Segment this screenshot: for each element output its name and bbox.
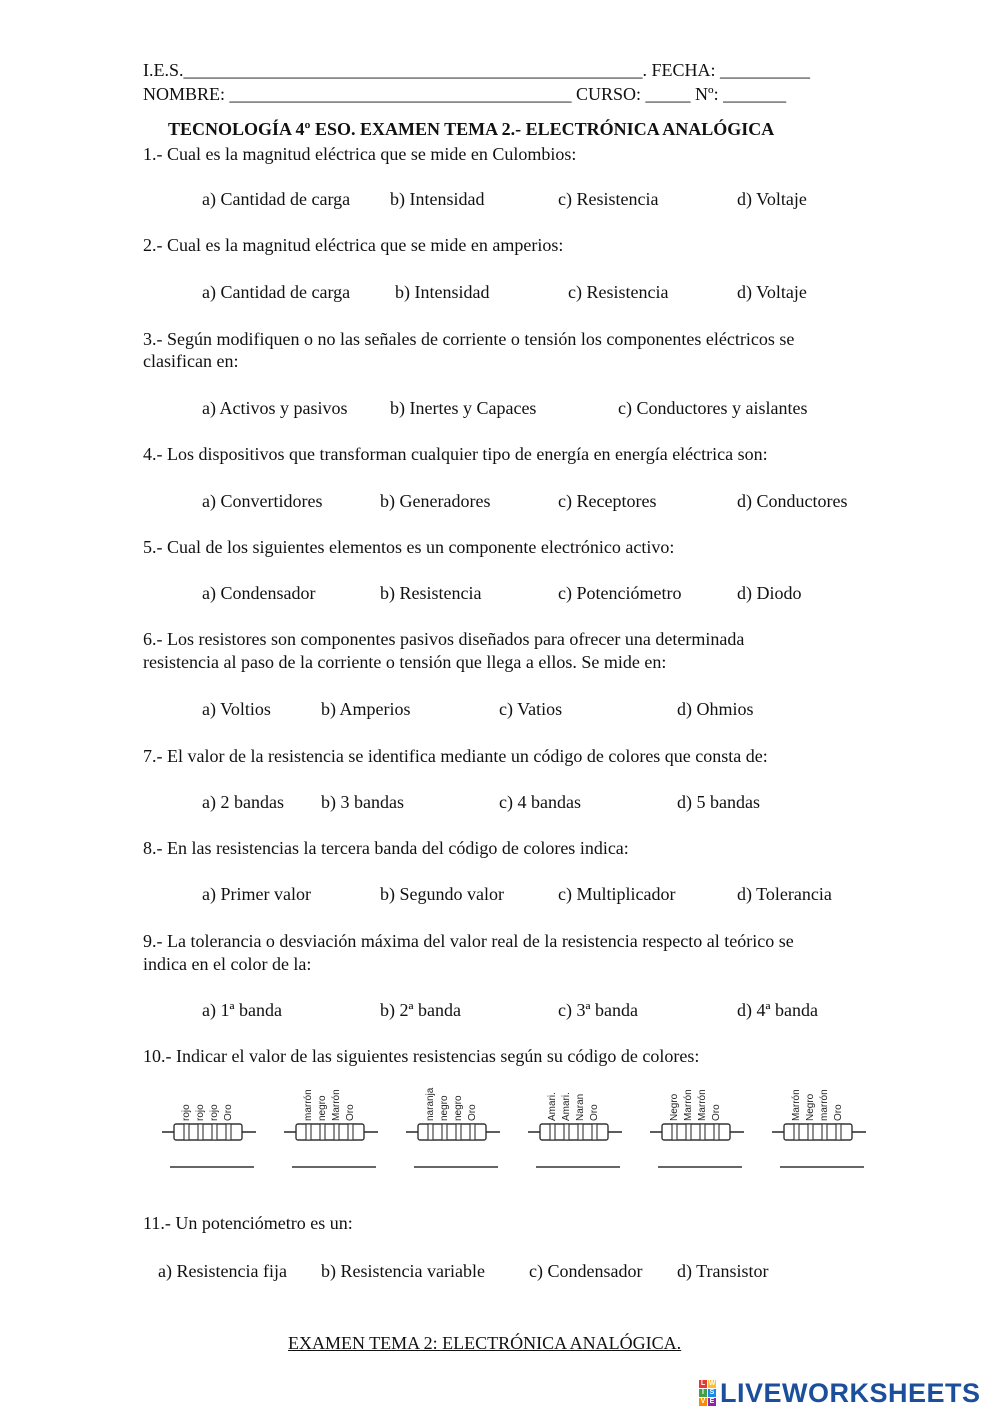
q9-option-d[interactable]: d) 4ª banda xyxy=(737,1000,818,1020)
question-5: 5.- Cual de los siguientes elementos es un componente electrónico activo: xyxy=(143,537,675,557)
q9-option-c[interactable]: c) 3ª banda xyxy=(558,1000,638,1020)
resistor-band xyxy=(184,1124,189,1140)
q5-option-d[interactable]: d) Diodo xyxy=(737,583,802,603)
resistor-band-label: Amari. xyxy=(547,1092,558,1121)
q5-option-a[interactable]: a) Condensador xyxy=(202,583,316,603)
question-9: 9.- La tolerancia o desviación máxima del valor real de la resistencia respecto al teórico se xyxy=(143,931,794,951)
q6-option-b[interactable]: b) Amperios xyxy=(321,699,411,719)
resistor-band xyxy=(578,1124,583,1140)
resistor-band xyxy=(714,1124,719,1140)
question-10: 10.- Indicar el valor de las siguientes resistencias según su código de colores: xyxy=(143,1046,700,1066)
resistor-band-label: rojo xyxy=(209,1104,220,1121)
resistor-band xyxy=(320,1124,325,1140)
resistor-band-label: Marrón xyxy=(683,1089,694,1121)
resistor-band xyxy=(306,1124,311,1140)
q11-option-a[interactable]: a) Resistencia fija xyxy=(158,1261,287,1281)
resistor-band xyxy=(456,1124,461,1140)
resistor-band-label: marrón xyxy=(303,1089,314,1121)
q4-option-c[interactable]: c) Receptores xyxy=(558,491,657,511)
resistor-band xyxy=(822,1124,827,1140)
q9-option-b[interactable]: b) 2ª banda xyxy=(380,1000,461,1020)
q2-option-a[interactable]: a) Cantidad de carga xyxy=(202,282,351,302)
nombre-curso-line: NOMBRE: ______________________________________ CURSO: _____ Nº: _______ xyxy=(143,84,787,104)
resistor-band-label: rojo xyxy=(181,1104,192,1121)
liveworksheets-logo[interactable] xyxy=(699,1378,981,1408)
q1-option-a[interactable]: a) Cantidad de carga xyxy=(202,189,351,209)
liveworksheets-text: LIVEWORKSHEETS xyxy=(720,1377,981,1408)
resistor-band xyxy=(550,1124,555,1140)
q11-option-b[interactable]: b) Resistencia variable xyxy=(321,1261,485,1281)
resistor-band xyxy=(470,1124,475,1140)
resistor-band xyxy=(198,1124,203,1140)
q8-option-a[interactable]: a) Primer valor xyxy=(202,884,311,904)
q6-option-c[interactable]: c) Vatios xyxy=(499,699,563,719)
resistor-band-label: Oro xyxy=(223,1104,234,1121)
resistor-band-label: negro xyxy=(439,1095,450,1121)
q2-option-d[interactable]: d) Voltaje xyxy=(737,282,807,302)
q4-option-a[interactable]: a) Convertidores xyxy=(202,491,323,511)
q4-option-d[interactable]: d) Conductores xyxy=(737,491,848,511)
resistor-band xyxy=(348,1124,353,1140)
resistor-band xyxy=(212,1124,217,1140)
q6-option-a[interactable]: a) Voltios xyxy=(202,699,271,719)
question-7: 7.- El valor de la resistencia se identifica mediante un código de colores que consta de: xyxy=(143,746,768,766)
question-3: 3.- Según modifiquen o no las señales de corriente o tensión los componentes eléctricos se xyxy=(143,329,795,349)
ies-fecha-line: I.E.S.___________________________________________________. FECHA: __________ xyxy=(143,60,811,80)
resistor-band xyxy=(794,1124,799,1140)
q1-option-b[interactable]: b) Intensidad xyxy=(390,189,485,209)
question-4: 4.- Los dispositivos que transforman cualquier tipo de energía en energía eléctrica son: xyxy=(143,444,768,464)
q7-option-b[interactable]: b) 3 bandas xyxy=(321,792,404,812)
q3-option-c[interactable]: c) Conductores y aislantes xyxy=(618,398,808,418)
resistor-band-label: Negro xyxy=(669,1093,680,1121)
resistor-band xyxy=(808,1124,813,1140)
q3-option-a[interactable]: a) Activos y pasivos xyxy=(202,398,348,418)
resistor-band-label: Oro xyxy=(833,1104,844,1121)
q2-option-c[interactable]: c) Resistencia xyxy=(568,282,669,302)
resistor-band xyxy=(442,1124,447,1140)
resistor-band xyxy=(428,1124,433,1140)
resistor-band-label: marrón xyxy=(819,1089,830,1121)
q2-option-b[interactable]: b) Intensidad xyxy=(395,282,490,302)
resistor-band-label: negro xyxy=(453,1095,464,1121)
question-9-cont: indica en el color de la: xyxy=(143,954,312,974)
q11-option-d[interactable]: d) Transistor xyxy=(677,1261,769,1281)
question-1: 1.- Cual es la magnitud eléctrica que se mide en Culombios: xyxy=(143,144,577,164)
resistor-band xyxy=(836,1124,841,1140)
resistor-band-label: Amari. xyxy=(561,1092,572,1121)
question-3-cont: clasifican en: xyxy=(143,351,239,371)
resistor-band xyxy=(592,1124,597,1140)
resistor-band-label: naranja xyxy=(425,1087,436,1121)
q1-option-c[interactable]: c) Resistencia xyxy=(558,189,659,209)
q11-option-c[interactable]: c) Condensador xyxy=(529,1261,643,1281)
resistor-band xyxy=(564,1124,569,1140)
q7-option-c[interactable]: c) 4 bandas xyxy=(499,792,581,812)
resistor-band xyxy=(672,1124,677,1140)
resistor-band-label: Oro xyxy=(711,1104,722,1121)
resistor-band-label: Marrón xyxy=(697,1089,708,1121)
resistor-band xyxy=(686,1124,691,1140)
resistor-band-label: negro xyxy=(317,1095,328,1121)
resistor-band xyxy=(700,1124,705,1140)
resistor-band xyxy=(334,1124,339,1140)
resistor-band-label: Negro xyxy=(805,1093,816,1121)
q5-option-c[interactable]: c) Potenciómetro xyxy=(558,583,682,603)
q8-option-d[interactable]: d) Tolerancia xyxy=(737,884,832,904)
resistor-band-label: Naran xyxy=(575,1093,586,1121)
q8-option-c[interactable]: c) Multiplicador xyxy=(558,884,676,904)
q5-option-b[interactable]: b) Resistencia xyxy=(380,583,482,603)
resistor-band-label: Oro xyxy=(467,1104,478,1121)
question-2: 2.- Cual es la magnitud eléctrica que se mide en amperios: xyxy=(143,235,564,255)
resistor-band-label: Marrón xyxy=(791,1089,802,1121)
q1-option-d[interactable]: d) Voltaje xyxy=(737,189,807,209)
question-8: 8.- En las resistencias la tercera banda del código de colores indica: xyxy=(143,838,629,858)
question-6: 6.- Los resistores son componentes pasivos diseñados para ofrecer una determinada xyxy=(143,629,745,649)
q9-option-a[interactable]: a) 1ª banda xyxy=(202,1000,282,1020)
resistor-band-label: Oro xyxy=(589,1104,600,1121)
q8-option-b[interactable]: b) Segundo valor xyxy=(380,884,504,904)
liveworksheets-grid-icon: L W I S V E xyxy=(700,1380,716,1405)
resistor-band xyxy=(226,1124,231,1140)
q6-option-d[interactable]: d) Ohmios xyxy=(677,699,754,719)
question-6-cont: resistencia al paso de la corriente o tensión que llega a ellos. Se mide en: xyxy=(143,652,667,672)
resistor-diagrams xyxy=(150,1070,880,1180)
question-11: 11.- Un potenciómetro es un: xyxy=(143,1213,353,1233)
q4-option-b[interactable]: b) Generadores xyxy=(380,491,491,511)
footer-exam-title: EXAMEN TEMA 2: ELECTRÓNICA ANALÓGICA. xyxy=(288,1333,682,1353)
q3-option-b[interactable]: b) Inertes y Capaces xyxy=(390,398,537,418)
resistor-band-label: rojo xyxy=(195,1104,206,1121)
resistor-band-label: Oro xyxy=(345,1104,356,1121)
resistor-band-label: Marrón xyxy=(331,1089,342,1121)
exam-title: TECNOLOGÍA 4º ESO. EXAMEN TEMA 2.- ELECTRÓNICA ANALÓGICA xyxy=(168,119,775,139)
q7-option-a[interactable]: a) 2 bandas xyxy=(202,792,284,812)
q7-option-d[interactable]: d) 5 bandas xyxy=(677,792,760,812)
